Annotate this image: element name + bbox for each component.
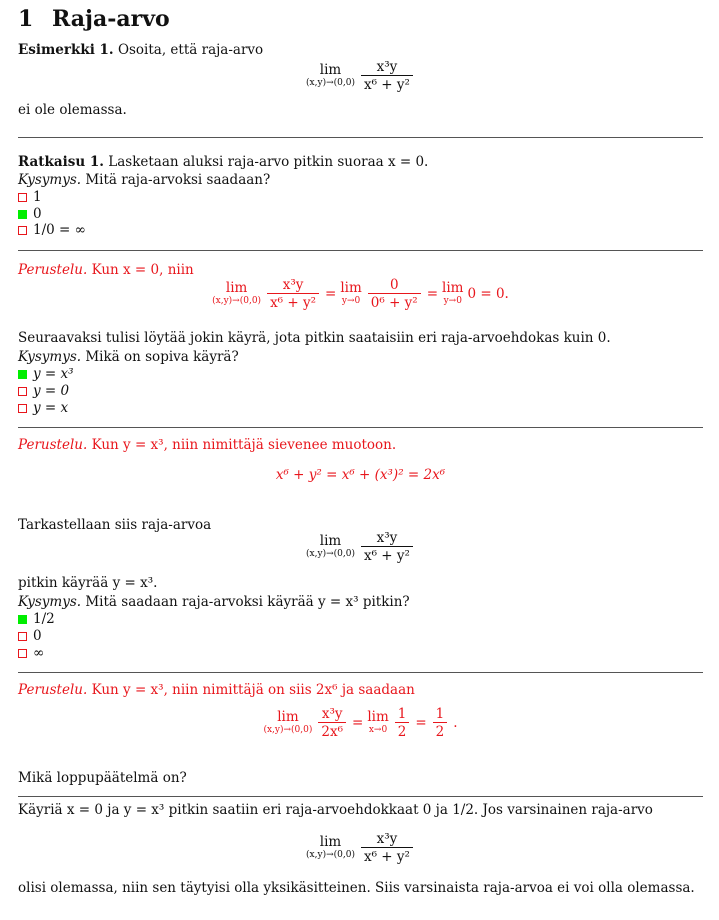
limit-display-2: [18, 531, 703, 563]
lim-word: lim: [319, 833, 342, 850]
lim-word: lim: [319, 61, 342, 78]
lim-subscript: x→0: [368, 725, 388, 736]
limit-display-1: [18, 60, 703, 92]
lim-subscript: y→0: [341, 296, 361, 307]
fraction-denominator: 2: [395, 722, 410, 739]
equals-sign: =: [352, 715, 364, 732]
option-label: 0: [33, 206, 42, 222]
reasoning-prefix: Perustelu.: [18, 682, 88, 698]
checkbox[interactable]: [18, 632, 27, 641]
divider: [18, 672, 703, 673]
fraction-denominator: 0⁶ + y²: [368, 293, 421, 310]
lim-subscript: (x,y)→(0,0): [306, 850, 355, 861]
section-heading: [18, 6, 170, 32]
checkbox[interactable]: [18, 649, 27, 658]
divider: [18, 796, 703, 797]
q1-option-1[interactable]: [18, 189, 42, 205]
option-label: ∞: [33, 645, 45, 661]
equals-sign: =: [325, 286, 337, 303]
question-prefix: Kysymys.: [18, 594, 82, 610]
option-label: y = x³: [33, 366, 74, 382]
q3-option-3[interactable]: [18, 645, 44, 661]
option-label: y = 0: [33, 383, 70, 399]
reasoning-1-equation: [18, 278, 703, 310]
fraction-numerator: x³y: [376, 831, 398, 847]
reasoning-text: Kun y = x³, niin nimittäjä sievenee muotoon.: [91, 437, 397, 453]
question-text: Mitä saadaan raja-arvoksi käyrää y = x³ pitkin?: [85, 594, 410, 610]
section-number: 1: [18, 6, 34, 32]
lim-subscript: y→0: [443, 296, 462, 307]
lim-word: lim: [442, 279, 464, 296]
checkbox[interactable]: [18, 193, 27, 202]
equation-tail: 0 = 0.: [467, 286, 509, 303]
equals-sign: =: [415, 715, 427, 732]
divider: [18, 427, 703, 428]
option-label: y = x: [33, 400, 69, 416]
conclusion-text: Käyriä x = 0 ja y = x³ pitkin saatiin eri raja-arvoehdokkaat 0 ja 1/2. Jos varsinainen raja-arvo: [18, 802, 653, 818]
option-label: 1/0 = ∞: [33, 222, 86, 238]
lim-subscript: (x,y)→(0,0): [263, 725, 313, 736]
limit-display-3: [18, 832, 703, 864]
q3-option-2[interactable]: [18, 628, 42, 644]
checkbox[interactable]: [18, 387, 27, 396]
q2-option-2[interactable]: [18, 383, 69, 399]
question-prefix: Kysymys.: [18, 349, 82, 365]
fraction-denominator: 2x⁶: [318, 722, 346, 739]
option-label: 0: [33, 628, 42, 644]
fraction-numerator: x³y: [376, 59, 398, 75]
reasoning-3-equation: [18, 707, 703, 739]
question-prefix: Kysymys.: [18, 172, 82, 188]
solution-text: Lasketaan aluksi raja-arvo pitkin suoraa x = 0.: [108, 154, 429, 170]
conclusion-after: olisi olemassa, niin sen täytyisi olla yksikäsitteinen. Siis varsinaista raja-arvoa ei voi olla olemassa.: [18, 880, 695, 896]
fraction-numerator: x³y: [321, 706, 343, 722]
conclusion-question: Mikä loppupäätelmä on?: [18, 770, 187, 786]
fraction-numerator: 0: [389, 277, 399, 293]
fraction-numerator: 1: [397, 706, 407, 722]
question-1: [18, 172, 270, 188]
divider: [18, 137, 703, 138]
fraction-denominator: 2: [433, 722, 448, 739]
lim-subscript: (x,y)→(0,0): [306, 549, 355, 560]
reasoning-prefix: Perustelu.: [18, 437, 88, 453]
q2-option-1[interactable]: [18, 366, 74, 382]
q1-option-3[interactable]: [18, 222, 86, 238]
paragraph-consider-limit: Tarkastellaan siis raja-arvoa: [18, 517, 212, 533]
example-text: Osoita, että raja-arvo: [117, 42, 264, 58]
checkbox-checked[interactable]: [18, 615, 27, 624]
checkbox-checked[interactable]: [18, 370, 27, 379]
question-text: Mitä raja-arvoksi saadaan?: [85, 172, 271, 188]
q3-option-1[interactable]: [18, 611, 55, 627]
lim-word: lim: [340, 279, 362, 296]
q1-option-2[interactable]: [18, 206, 42, 222]
fraction-numerator: x³y: [376, 530, 398, 546]
fraction-denominator: x⁶ + y²: [361, 847, 413, 864]
lim-word: lim: [277, 708, 299, 725]
equation-tail: .: [453, 715, 458, 732]
example-after: ei ole olemassa.: [18, 102, 127, 118]
reasoning-prefix: Perustelu.: [18, 262, 88, 278]
reasoning-2: [18, 437, 396, 453]
option-label: 1/2: [33, 611, 55, 627]
question-3: [18, 594, 410, 610]
reasoning-2-equation: x⁶ + y² = x⁶ + (x³)² = 2x⁶: [275, 467, 446, 483]
fraction-numerator: x³y: [282, 277, 304, 293]
example-label: Esimerkki 1.: [18, 42, 114, 58]
checkbox[interactable]: [18, 226, 27, 235]
question-text: Mikä on sopiva käyrä?: [85, 349, 239, 365]
divider: [18, 250, 703, 251]
q2-option-3[interactable]: [18, 400, 68, 416]
lim-subscript: (x,y)→(0,0): [306, 78, 355, 89]
checkbox-checked[interactable]: [18, 210, 27, 219]
reasoning-text: Kun x = 0, niin: [91, 262, 194, 278]
fraction-denominator: x⁶ + y²: [361, 546, 413, 563]
paragraph-next-step: Seuraavaksi tulisi löytää jokin käyrä, jota pitkin saataisiin eri raja-arvoehdokas kuin 0.: [18, 330, 611, 346]
lim-word: lim: [225, 279, 248, 296]
option-label: 1: [33, 189, 42, 205]
reasoning-1: [18, 262, 194, 278]
fraction-numerator: 1: [435, 706, 445, 722]
question-2: [18, 349, 239, 365]
equals-sign: =: [426, 286, 439, 303]
section-title: Raja-arvo: [52, 6, 170, 32]
reasoning-3: [18, 682, 415, 698]
lim-word: lim: [319, 532, 342, 549]
solution-statement: [18, 154, 428, 170]
fraction-denominator: x⁶ + y²: [267, 293, 319, 310]
lim-subscript: (x,y)→(0,0): [212, 296, 262, 307]
example-statement: [18, 42, 263, 58]
lim-word: lim: [367, 708, 389, 725]
solution-label: Ratkaisu 1.: [18, 154, 104, 170]
checkbox[interactable]: [18, 404, 27, 413]
paragraph-along-curve: pitkin käyrää y = x³.: [18, 575, 158, 591]
fraction-denominator: x⁶ + y²: [361, 75, 413, 92]
reasoning-text: Kun y = x³, niin nimittäjä on siis 2x⁶ ja saadaan: [91, 682, 415, 698]
